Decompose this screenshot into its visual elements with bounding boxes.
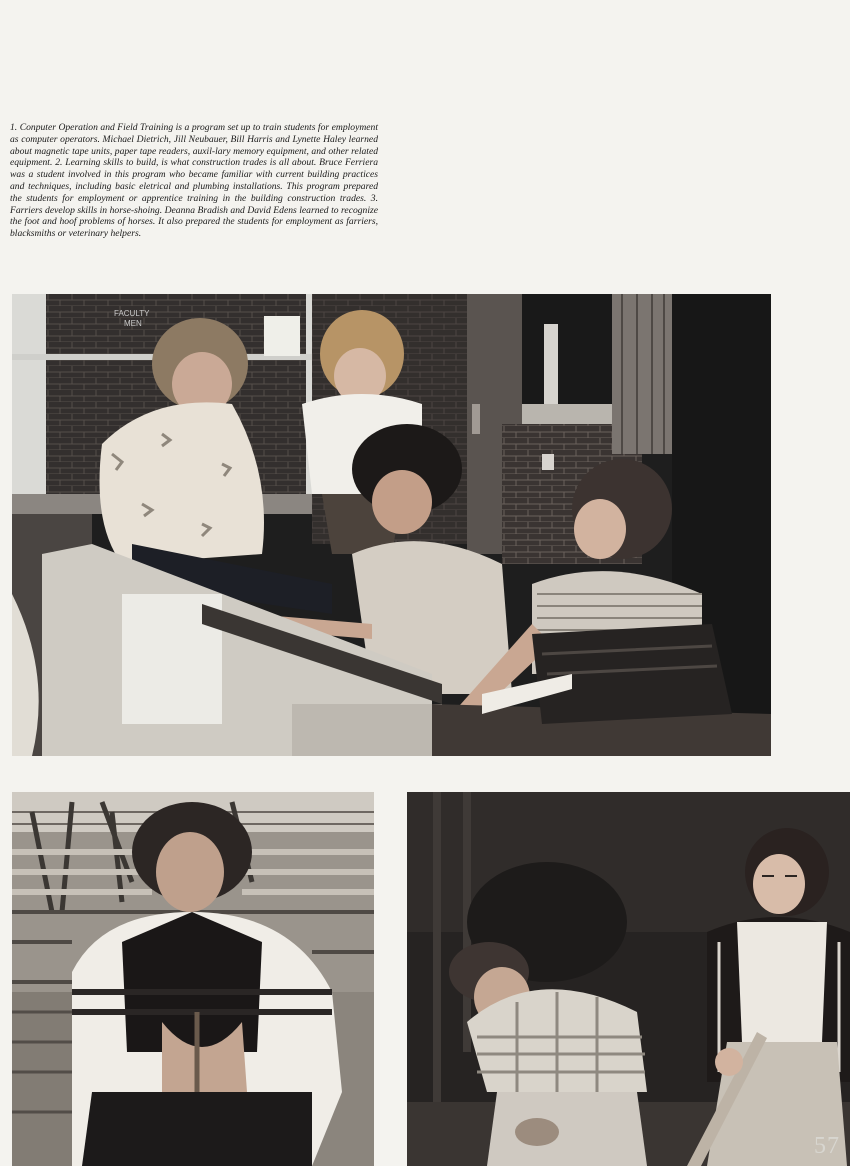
door-sign: FACULTY [114,309,150,318]
farriers-photo-graphic [407,792,850,1166]
construction-trades-photo-graphic [12,792,374,1166]
construction-trades-photo [12,792,374,1166]
computer-operation-photo-graphic [12,294,771,756]
door-sign-2: MEN [124,319,142,328]
photo-caption: 1. Conputer Operation and Field Training is a program set up to train students for employment as computer operators. Michael Dietrich, Jill Neubauer, Bill Harris and Lynette Haley learned about magnetic tape units, paper tape readers, auxil-lary memory equipment, and other related equipment. 2. Learning skills to build, is what construction trades is all about. Bruce Ferriera was a student involved in this program who became familiar with current building practices and techniques, including basic eletrical and plumbing installations. This program prepared the students for employment or apprentice training in the building construction trades. 3. Farriers develop skills in horse-shoing. Deanna Bradish and David Edens learned to recognize the foot and hoof problems of horses. It also prepared the students for employment as farriers, blacksmiths or veterinary helpers. [10,122,378,240]
page-number: 57 [814,1133,840,1159]
farriers-photo [407,792,850,1166]
computer-operation-photo [12,294,771,756]
